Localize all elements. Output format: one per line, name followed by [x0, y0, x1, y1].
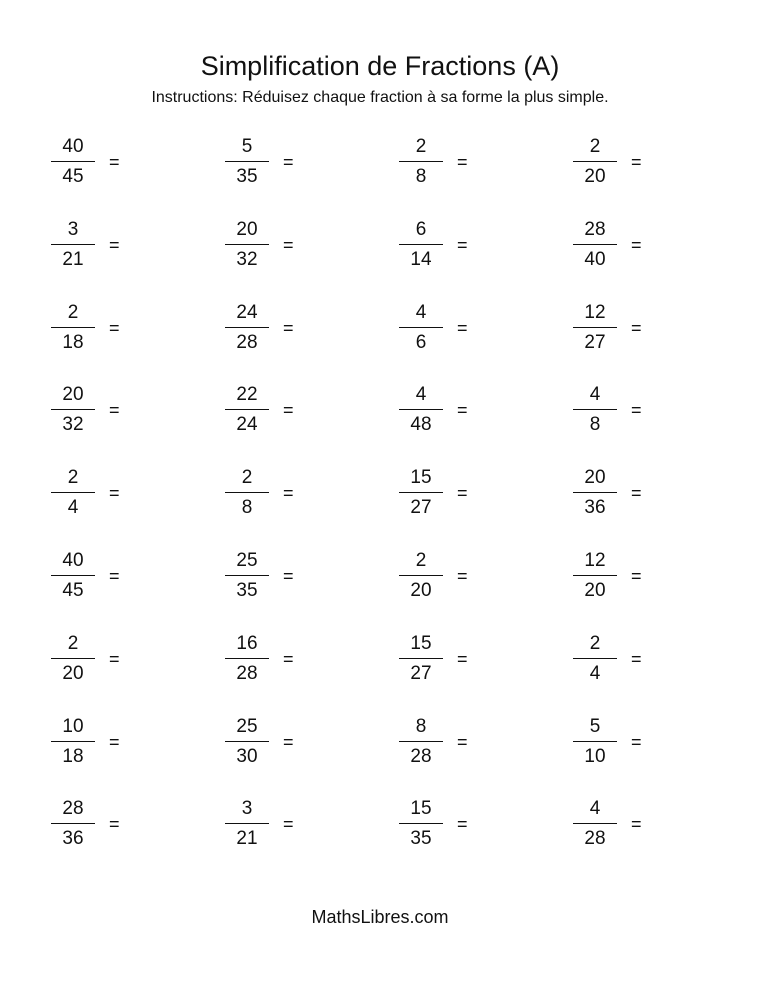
- denominator: 28: [410, 745, 432, 767]
- fraction-problem: [571, 712, 681, 772]
- equals-sign: =: [283, 566, 294, 586]
- fraction-problem: [49, 712, 159, 772]
- denominator: 18: [62, 745, 84, 767]
- equals-sign: =: [457, 483, 468, 504]
- fraction-problem: [397, 629, 507, 689]
- equals-sign: =: [283, 483, 294, 504]
- numerator: 8: [415, 715, 427, 737]
- worksheet-instructions: Instructions: Réduisez chaque fraction à sa forme la plus simple.: [151, 89, 609, 106]
- denominator: 8: [241, 497, 253, 519]
- numerator: 4: [589, 798, 601, 820]
- fraction-bar: [399, 741, 443, 742]
- fraction-problem: [571, 298, 681, 358]
- fraction-bar: [573, 492, 617, 493]
- equals-sign: =: [283, 814, 294, 835]
- worksheet-title: Simplification de Fractions (A): [200, 51, 560, 81]
- fraction-bar: [51, 244, 95, 245]
- equals-sign: =: [283, 648, 294, 669]
- fraction-bar: [51, 575, 95, 576]
- fraction: [223, 463, 271, 523]
- fraction: [397, 712, 445, 772]
- equals-sign: =: [631, 731, 642, 752]
- fraction: [397, 298, 445, 358]
- fraction-bar: [399, 575, 443, 576]
- fraction-bar: [51, 161, 95, 162]
- fraction-bar: [225, 161, 269, 162]
- equals-sign: =: [631, 814, 642, 835]
- fraction: [49, 546, 97, 606]
- fraction: [397, 215, 445, 275]
- equals-sign: =: [283, 400, 294, 421]
- equals-sign: =: [457, 566, 468, 586]
- fraction-problem: [397, 546, 507, 606]
- denominator: 4: [589, 662, 601, 684]
- fraction-bar: [51, 409, 95, 410]
- numerator: 16: [236, 632, 258, 654]
- fraction: [571, 463, 619, 523]
- numerator: 2: [241, 467, 253, 489]
- equals-sign: =: [631, 400, 642, 421]
- fraction: [223, 546, 271, 606]
- fraction: [397, 463, 445, 523]
- denominator: 20: [410, 580, 432, 601]
- denominator: 27: [410, 497, 432, 519]
- fraction-problem: [397, 215, 507, 275]
- equals-sign: =: [457, 648, 468, 669]
- denominator: 28: [584, 828, 606, 850]
- denominator: 30: [236, 745, 258, 767]
- equals-sign: =: [631, 648, 642, 669]
- fraction-bar: [51, 492, 95, 493]
- fraction-problem: [49, 380, 159, 440]
- fraction-problem: [571, 463, 681, 523]
- fraction: [397, 794, 445, 854]
- denominator: 36: [584, 497, 606, 519]
- fraction-bar: [573, 741, 617, 742]
- fraction-bar: [573, 658, 617, 659]
- equals-sign: =: [109, 152, 120, 172]
- denominator: 28: [236, 331, 258, 353]
- fraction-problem: [223, 298, 333, 358]
- denominator: 27: [410, 662, 432, 684]
- fraction-bar: [399, 244, 443, 245]
- fraction: [49, 132, 97, 192]
- fraction-problem: [571, 629, 681, 689]
- fraction: [571, 215, 619, 275]
- fraction-problem: [49, 794, 159, 854]
- numerator: 5: [589, 715, 601, 737]
- equals-sign: =: [109, 400, 120, 421]
- numerator: 40: [62, 550, 84, 571]
- equals-sign: =: [109, 317, 120, 338]
- denominator: 20: [584, 166, 606, 187]
- fraction-bar: [399, 327, 443, 328]
- fraction-bar: [399, 409, 443, 410]
- equals-sign: =: [283, 234, 294, 255]
- fraction: [223, 132, 271, 192]
- denominator: 45: [62, 166, 84, 187]
- numerator: 40: [62, 136, 84, 157]
- numerator: 28: [584, 218, 606, 240]
- denominator: 35: [236, 580, 258, 601]
- equals-sign: =: [109, 731, 120, 752]
- numerator: 2: [589, 632, 601, 654]
- fraction-bar: [225, 575, 269, 576]
- fraction-bar: [573, 161, 617, 162]
- equals-sign: =: [457, 814, 468, 835]
- fraction-bar: [399, 161, 443, 162]
- fraction-problem: [397, 794, 507, 854]
- fraction-bar: [51, 823, 95, 824]
- fraction-problem: [397, 380, 507, 440]
- denominator: 24: [236, 414, 258, 436]
- fraction: [49, 380, 97, 440]
- fraction-problem: [49, 463, 159, 523]
- equals-sign: =: [631, 566, 642, 586]
- numerator: 28: [62, 798, 84, 820]
- fraction-bar: [573, 575, 617, 576]
- fraction-problem: [49, 132, 159, 192]
- fraction-bar: [225, 658, 269, 659]
- numerator: 5: [241, 136, 253, 157]
- fraction: [49, 712, 97, 772]
- equals-sign: =: [283, 152, 294, 172]
- fraction: [49, 215, 97, 275]
- numerator: 3: [67, 218, 79, 240]
- numerator: 20: [584, 467, 606, 489]
- numerator: 15: [410, 632, 432, 654]
- numerator: 15: [410, 467, 432, 489]
- fraction-bar: [399, 492, 443, 493]
- equals-sign: =: [457, 234, 468, 255]
- fraction-bar: [573, 823, 617, 824]
- denominator: 18: [62, 331, 84, 353]
- fraction-bar: [51, 741, 95, 742]
- fraction: [223, 380, 271, 440]
- fraction: [49, 463, 97, 523]
- fraction: [223, 629, 271, 689]
- fraction-problem: [49, 298, 159, 358]
- fraction-bar: [225, 741, 269, 742]
- equals-sign: =: [457, 400, 468, 421]
- fraction-bar: [399, 658, 443, 659]
- fraction-problem: [397, 712, 507, 772]
- numerator: 2: [415, 136, 427, 157]
- equals-sign: =: [109, 814, 120, 835]
- fraction-bar: [225, 327, 269, 328]
- numerator: 24: [236, 301, 258, 323]
- equals-sign: =: [457, 731, 468, 752]
- fraction-problem: [223, 132, 333, 192]
- fraction-problem: [571, 132, 681, 192]
- fraction-problem: [223, 463, 333, 523]
- denominator: 32: [62, 414, 84, 436]
- fraction-problem: [571, 380, 681, 440]
- numerator: 2: [415, 550, 427, 571]
- fraction: [571, 794, 619, 854]
- equals-sign: =: [631, 483, 642, 504]
- fraction-problem: [397, 132, 507, 192]
- fraction-problem: [223, 712, 333, 772]
- denominator: 21: [236, 828, 258, 850]
- equals-sign: =: [283, 731, 294, 752]
- denominator: 35: [410, 828, 432, 850]
- fraction: [397, 132, 445, 192]
- fraction-problem: [571, 215, 681, 275]
- equals-sign: =: [631, 152, 642, 172]
- fraction-problem: [397, 463, 507, 523]
- equals-sign: =: [631, 234, 642, 255]
- denominator: 28: [236, 662, 258, 684]
- equals-sign: =: [109, 483, 120, 504]
- numerator: 22: [236, 384, 258, 406]
- denominator: 8: [589, 414, 601, 436]
- fraction-bar: [51, 327, 95, 328]
- equals-sign: =: [283, 317, 294, 338]
- numerator: 2: [67, 632, 79, 654]
- numerator: 12: [584, 301, 606, 323]
- denominator: 27: [584, 331, 606, 353]
- fraction-bar: [225, 244, 269, 245]
- fraction-problem: [571, 546, 681, 606]
- fraction: [223, 794, 271, 854]
- fraction: [571, 298, 619, 358]
- fraction-problem: [223, 794, 333, 854]
- fraction: [571, 380, 619, 440]
- denominator: 40: [584, 248, 606, 270]
- denominator: 14: [410, 248, 432, 270]
- denominator: 10: [584, 745, 606, 767]
- denominator: 6: [415, 331, 427, 353]
- fraction-bar: [225, 409, 269, 410]
- denominator: 48: [410, 414, 432, 436]
- fraction-bar: [573, 327, 617, 328]
- fraction-problem: [223, 629, 333, 689]
- equals-sign: =: [457, 317, 468, 338]
- numerator: 4: [415, 301, 427, 323]
- fraction-problem: [223, 380, 333, 440]
- equals-sign: =: [109, 648, 120, 669]
- equals-sign: =: [457, 152, 468, 172]
- numerator: 25: [236, 715, 258, 737]
- equals-sign: =: [109, 566, 120, 586]
- fraction: [49, 298, 97, 358]
- fraction-problem: [49, 215, 159, 275]
- denominator: 32: [236, 248, 258, 270]
- fraction: [397, 380, 445, 440]
- denominator: 35: [236, 166, 258, 187]
- fraction: [571, 546, 619, 606]
- denominator: 4: [67, 497, 79, 519]
- fraction-problem: [571, 794, 681, 854]
- fraction-bar: [573, 244, 617, 245]
- fraction: [49, 794, 97, 854]
- fraction-bar: [225, 823, 269, 824]
- numerator: 3: [241, 798, 253, 820]
- fraction-problem: [49, 546, 159, 606]
- numerator: 25: [236, 550, 258, 571]
- fraction-problem: [397, 298, 507, 358]
- denominator: 45: [62, 580, 84, 601]
- numerator: 6: [415, 218, 427, 240]
- fraction-bar: [225, 492, 269, 493]
- fraction-bar: [399, 823, 443, 824]
- fraction-problem: [223, 546, 333, 606]
- denominator: 36: [62, 828, 84, 850]
- denominator: 21: [62, 248, 84, 270]
- fraction: [571, 132, 619, 192]
- fraction-problem: [223, 215, 333, 275]
- numerator: 12: [584, 550, 606, 571]
- denominator: 20: [62, 662, 84, 684]
- fraction: [223, 215, 271, 275]
- fraction: [223, 298, 271, 358]
- fraction: [571, 629, 619, 689]
- fraction: [49, 629, 97, 689]
- fraction-bar: [51, 658, 95, 659]
- numerator: 20: [236, 218, 258, 240]
- numerator: 10: [62, 715, 84, 737]
- numerator: 4: [415, 384, 427, 406]
- equals-sign: =: [631, 317, 642, 338]
- fraction: [571, 712, 619, 772]
- fraction-problem: [49, 629, 159, 689]
- numerator: 2: [67, 301, 79, 323]
- equals-sign: =: [109, 234, 120, 255]
- numerator: 2: [589, 136, 601, 157]
- fraction-bar: [573, 409, 617, 410]
- footer-site: MathsLibres.com: [311, 907, 449, 927]
- numerator: 20: [62, 384, 84, 406]
- numerator: 15: [410, 798, 432, 820]
- numerator: 2: [67, 467, 79, 489]
- fraction: [397, 629, 445, 689]
- denominator: 20: [584, 580, 606, 601]
- denominator: 8: [415, 166, 427, 187]
- fraction: [397, 546, 445, 606]
- fraction: [223, 712, 271, 772]
- numerator: 4: [589, 384, 601, 406]
